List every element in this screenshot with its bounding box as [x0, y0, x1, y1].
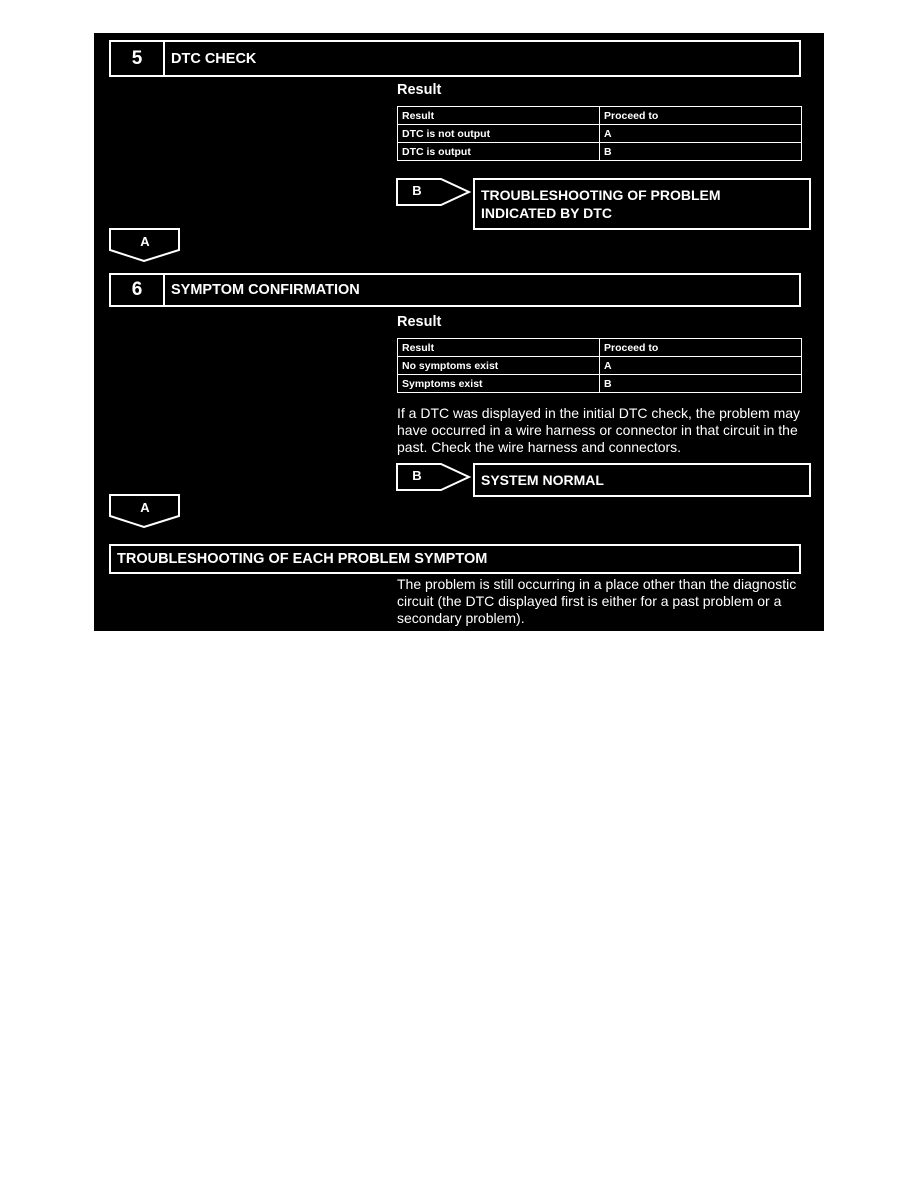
step-5-result-label: Result — [397, 82, 442, 98]
step-5-title: DTC CHECK — [171, 50, 257, 67]
step-6-result-table — [397, 338, 802, 393]
step-6-result-label: Result — [397, 314, 442, 330]
table-header-cell: Result — [398, 339, 600, 357]
table-cell: DTC is not output — [398, 125, 600, 143]
step-5-branch-b-label: B — [412, 183, 422, 198]
step-6-branch-b-target — [473, 463, 811, 497]
table-cell: A — [600, 125, 802, 143]
table-cell: DTC is output — [398, 143, 600, 161]
final-step-title: TROUBLESHOOTING OF EACH PROBLEM SYMPTOM — [117, 551, 488, 567]
table-cell: B — [600, 143, 802, 161]
table-row — [398, 357, 802, 375]
table-header-row — [398, 107, 802, 125]
step-6-branch-b-label: B — [412, 468, 422, 483]
table-row — [398, 375, 802, 393]
step-6-number: 6 — [111, 275, 165, 305]
step-6-note: If a DTC was displayed in the initial DTC check, the problem may have occurred in a wire harness or connector in that circuit in the past. Check the wire harness and connectors. — [397, 405, 801, 455]
table-cell: B — [600, 375, 802, 393]
table-header-cell: Proceed to — [600, 339, 802, 357]
final-step-note: The problem is still occurring in a place other than the diagnostic circuit (the DTC displayed first is either for a past problem or a secondary problem). — [397, 576, 797, 626]
table-cell: A — [600, 357, 802, 375]
step-6-branch-b-target-text: SYSTEM NORMAL — [481, 472, 604, 488]
table-row — [398, 143, 802, 161]
step-5-branch-b-target-text: TROUBLESHOOTING OF PROBLEM INDICATED BY DTC — [481, 187, 721, 221]
table-header-cell: Result — [398, 107, 600, 125]
step-5-result-table — [397, 106, 802, 161]
table-row — [398, 125, 802, 143]
step-6-title: SYMPTOM CONFIRMATION — [171, 282, 360, 298]
final-step-box — [109, 544, 801, 574]
table-cell: Symptoms exist — [398, 375, 600, 393]
table-cell: No symptoms exist — [398, 357, 600, 375]
flowchart-panel — [94, 33, 824, 631]
table-header-cell: Proceed to — [600, 107, 802, 125]
step-5-branch-b-target — [473, 178, 811, 230]
step-5-branch-a-label: A — [140, 234, 150, 249]
table-header-row — [398, 339, 802, 357]
step-5-box — [109, 40, 801, 77]
step-6-box — [109, 273, 801, 307]
step-5-number: 5 — [111, 42, 165, 75]
step-6-branch-a-label: A — [140, 500, 150, 515]
